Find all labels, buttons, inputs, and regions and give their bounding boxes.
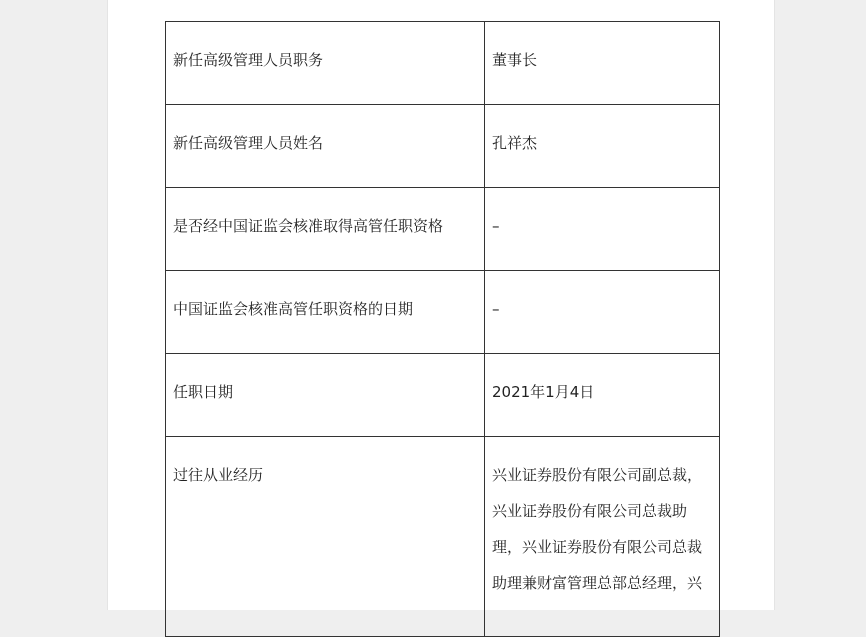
row-label: 任职日期 bbox=[166, 354, 485, 437]
table-row-name bbox=[166, 105, 720, 188]
row-value: – bbox=[485, 188, 720, 271]
row-value: 兴业证券股份有限公司副总裁，兴业证券股份有限公司总裁助理，兴业证券股份有限公司总裁助理兼财富管理总部总经理，兴 bbox=[485, 437, 720, 637]
table-row-position bbox=[166, 22, 720, 105]
row-label: 过往从业经历 bbox=[166, 437, 485, 637]
row-value: 董事长 bbox=[485, 22, 720, 105]
executive-info-table bbox=[165, 21, 720, 637]
table-row-experience bbox=[166, 437, 720, 637]
table-row-qualification-date bbox=[166, 271, 720, 354]
row-label: 新任高级管理人员姓名 bbox=[166, 105, 485, 188]
row-label: 中国证监会核准高管任职资格的日期 bbox=[166, 271, 485, 354]
row-value: 孔祥杰 bbox=[485, 105, 720, 188]
row-value: – bbox=[485, 271, 720, 354]
row-label: 新任高级管理人员职务 bbox=[166, 22, 485, 105]
row-label: 是否经中国证监会核准取得高管任职资格 bbox=[166, 188, 485, 271]
row-value: 2021年1月4日 bbox=[485, 354, 720, 437]
table-row-appointment-date bbox=[166, 354, 720, 437]
table-row-qualification-approved bbox=[166, 188, 720, 271]
document-page bbox=[107, 0, 775, 610]
